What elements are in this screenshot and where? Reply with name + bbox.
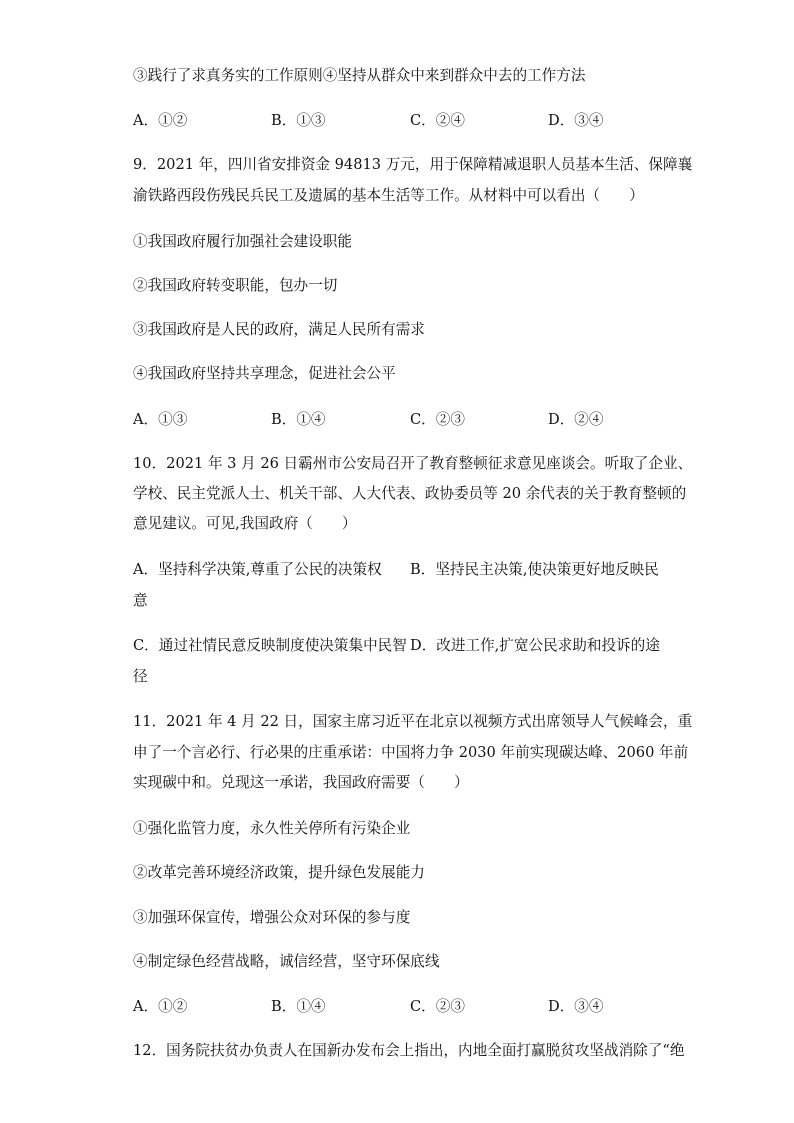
- q10-option-b: B．坚持民主决策,使决策更好地反映民: [410, 561, 659, 578]
- q10-stem-line-1: 10．2021 年 3 月 26 日霸州市公安局召开了教育整顿征求意见座谈会。听取了企业、: [133, 455, 693, 472]
- q9-option-c: C．②③: [410, 411, 465, 428]
- q10-options-row-1: [133, 560, 659, 580]
- q9-option-b: B．①④: [271, 411, 326, 428]
- q11-stem-line-3: 实现碳中和。兑现这一承诺，我国政府需要（ ）: [133, 774, 469, 791]
- q10-option-d-wrap: 径: [133, 668, 148, 685]
- q9-item-3: ③我国政府是人民的政府，满足人民所有需求: [133, 321, 425, 338]
- q11-option-b: B．①④: [271, 998, 326, 1015]
- q10-options-row-2: [133, 636, 660, 656]
- q9-stem-line-2: 渝铁路西段伤残民兵民工及遗属的基本生活等工作。从材料中可以看出（ ）: [133, 187, 644, 204]
- q8-option-b: B．①③: [271, 112, 326, 129]
- q8-option-d: D．③④: [548, 112, 604, 129]
- q11-option-c: C．②③: [410, 998, 465, 1015]
- q11-stem-line-2: 申了一个言必行、行必果的庄重承诺：中国将力争 2030 年前实现碳达峰、2060 年前: [133, 744, 689, 761]
- q9-item-2: ②我国政府转变职能，包办一切: [133, 277, 338, 294]
- q9-stem-line-1: 9．2021 年，四川省安排资金 94813 万元，用于保障精减退职人员基本生活、保障襄: [133, 156, 693, 173]
- q10-option-c: C．通过社情民意反映制度使决策集中民智: [133, 637, 407, 654]
- q8-option-a: A．①②: [133, 112, 188, 129]
- q11-option-a: A．①②: [133, 998, 188, 1015]
- q8-statement-tail: ③践行了求真务实的工作原则④坚持从群众中来到群众中去的工作方法: [133, 67, 586, 84]
- q9-item-1: ①我国政府履行加强社会建设职能: [133, 233, 352, 250]
- q11-item-3: ③加强环保宣传，增强公众对环保的参与度: [133, 909, 411, 926]
- q11-option-d: D．③④: [548, 998, 604, 1015]
- q11-item-2: ②改革完善环境经济政策，提升绿色发展能力: [133, 864, 425, 881]
- q9-option-d: D．②④: [548, 411, 604, 428]
- q10-stem-line-3: 意见建议。可见,我国政府（ ）: [133, 515, 357, 532]
- q10-stem-line-2: 学校、民主党派人士、机关干部、人大代表、政协委员等 20 余代表的关于教育整顿的: [133, 485, 687, 502]
- q11-item-1: ①强化监管力度，永久性关停所有污染企业: [133, 820, 411, 837]
- q10-option-a: A．坚持科学决策,尊重了公民的决策权: [133, 561, 382, 578]
- q11-stem-line-1: 11．2021 年 4 月 22 日，国家主席习近平在北京以视频方式出席领导人气候峰会，重: [133, 713, 693, 730]
- q12-stem-line-1: 12．国务院扶贫办负责人在国新办发布会上指出，内地全面打赢脱贫攻坚战消除了“绝: [133, 1042, 685, 1059]
- q10-option-d: D．改进工作,扩宽公民求助和投诉的途: [410, 637, 660, 654]
- q9-option-a: A．①③: [133, 411, 188, 428]
- q9-item-4: ④我国政府坚持共享理念，促进社会公平: [133, 365, 396, 382]
- q10-option-b-wrap: 意: [133, 592, 148, 609]
- q11-item-4: ④制定绿色经营战略，诚信经营，坚守环保底线: [133, 953, 440, 970]
- q8-option-c: C．②④: [410, 112, 465, 129]
